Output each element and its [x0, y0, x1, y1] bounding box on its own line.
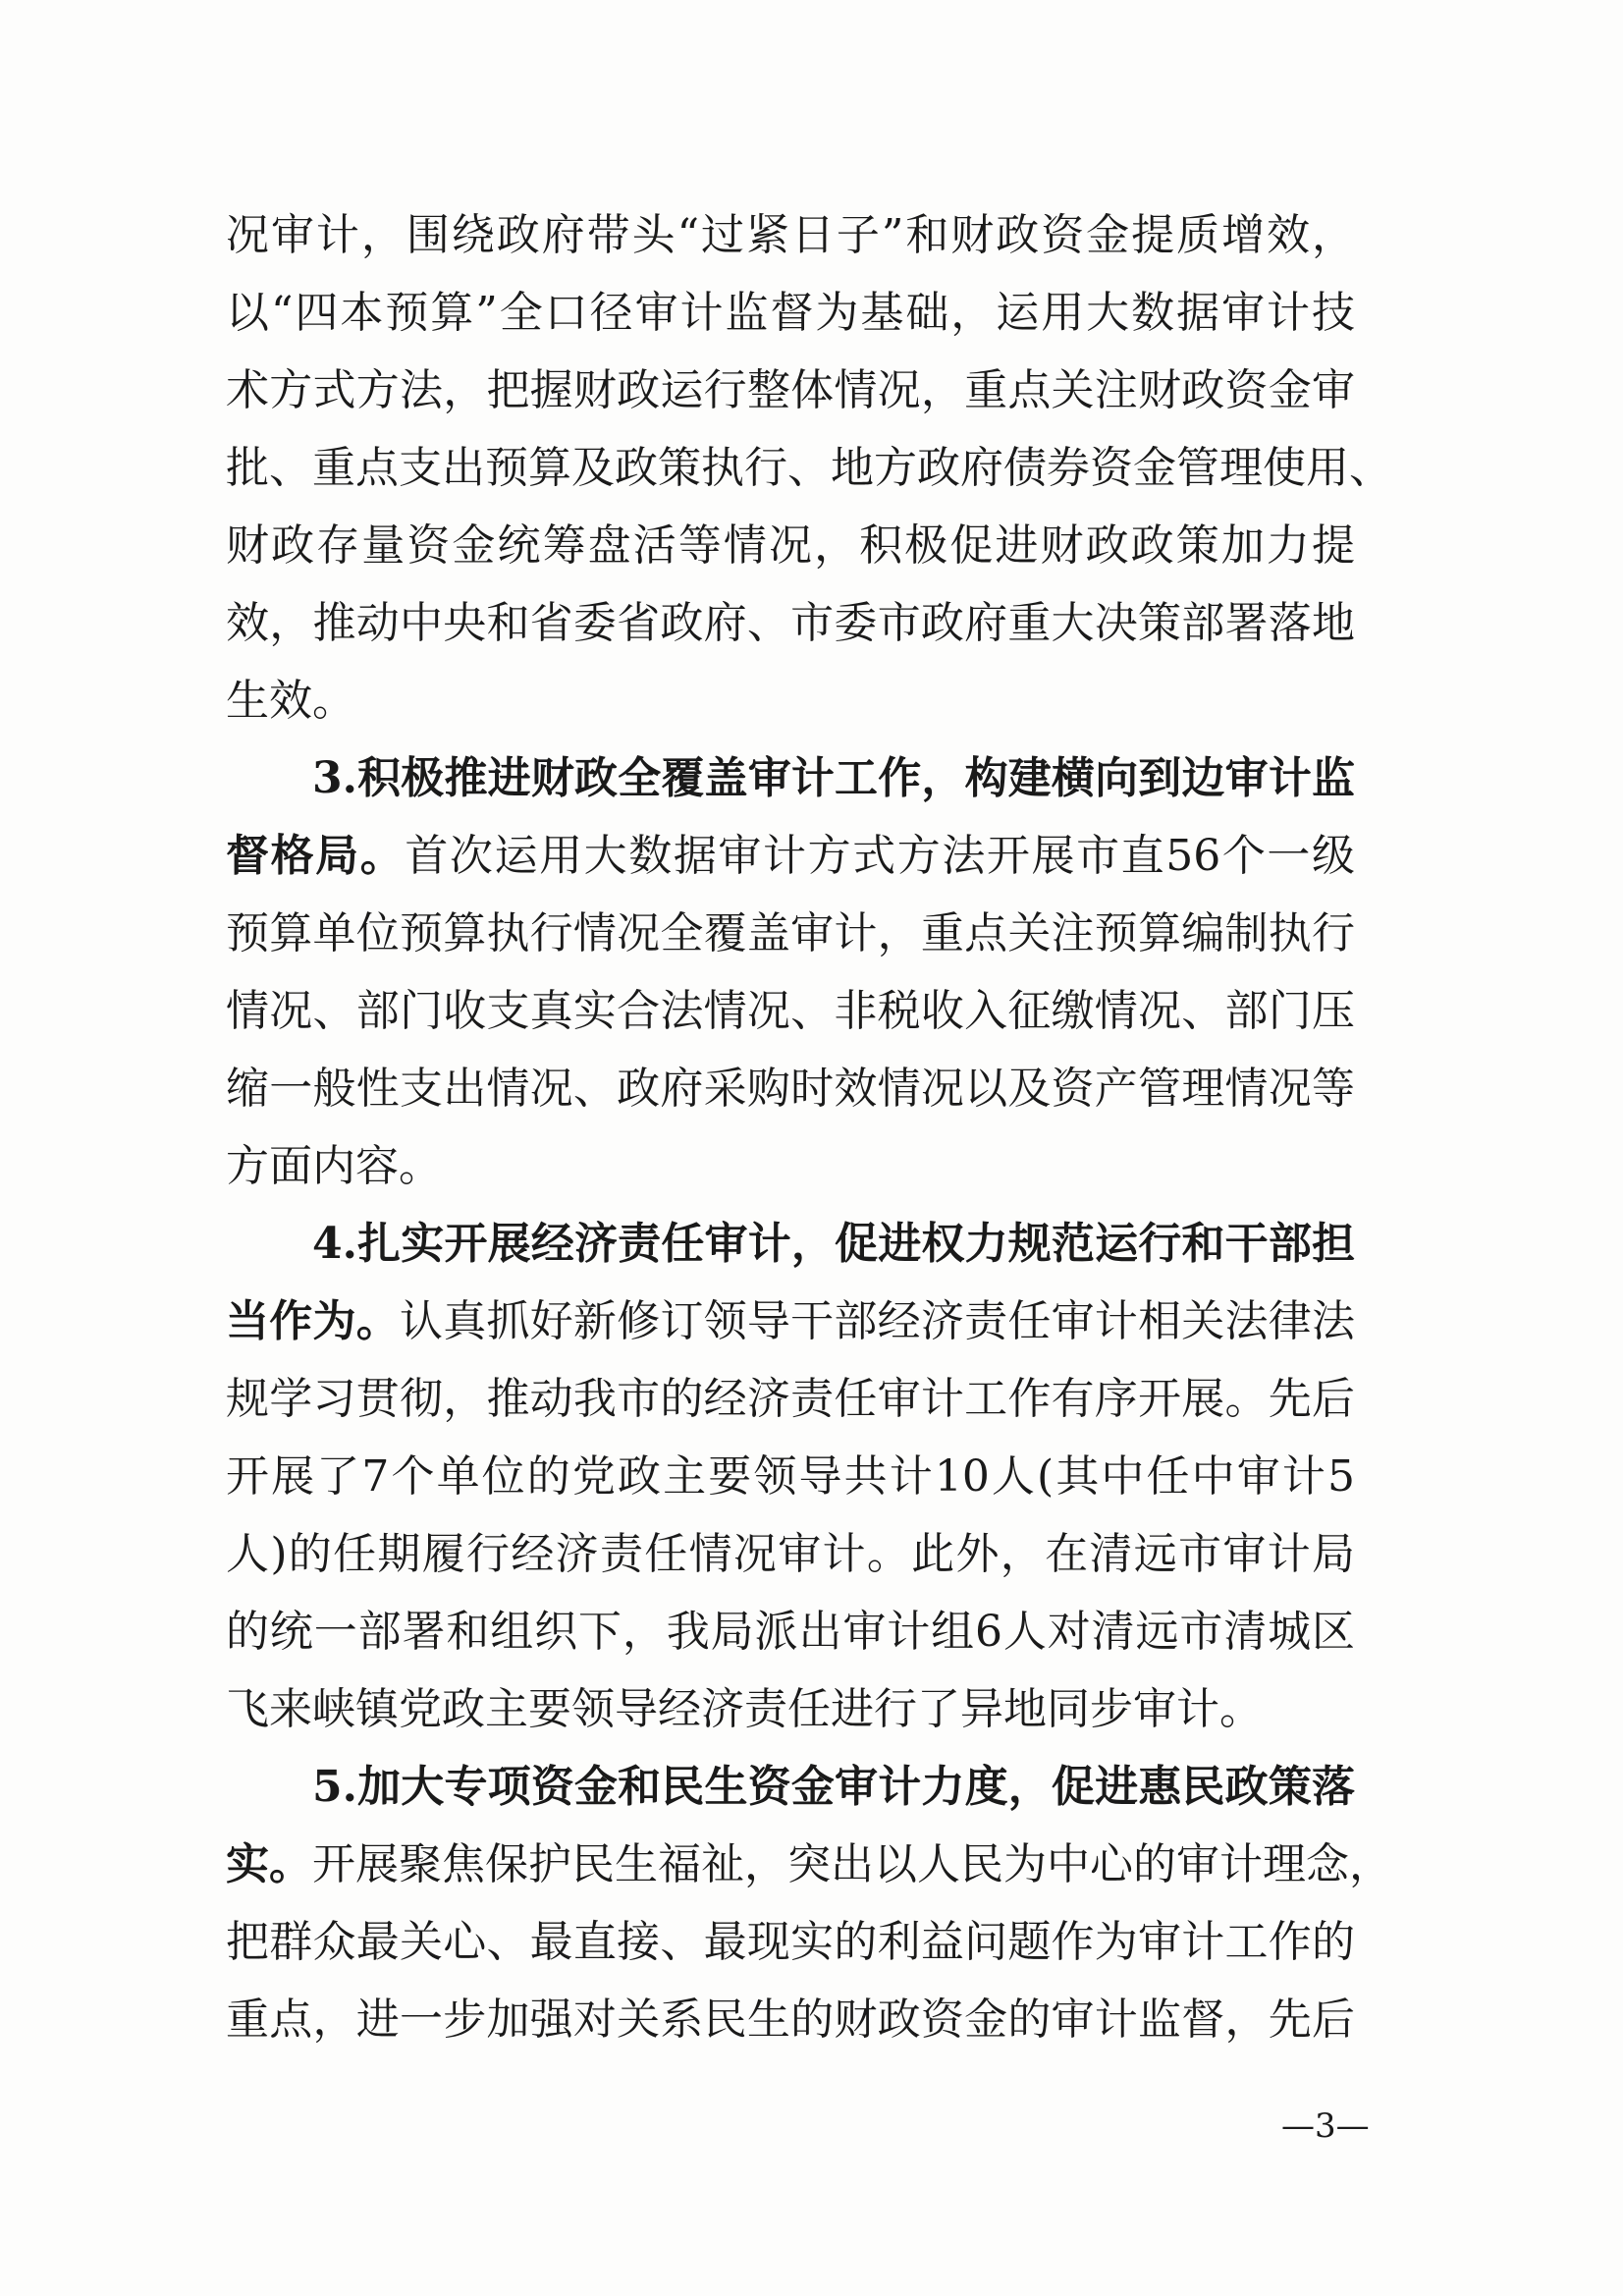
section-heading: 督格局。: [226, 831, 406, 881]
body-text: [226, 196, 1392, 2058]
text-line: 术方式方法，把握财政运行整体情况，重点关注财政资金审: [226, 365, 1355, 415]
text-line: 况审计，围绕政府带头“过紧日子”和财政资金提质增效，: [226, 210, 1355, 260]
text-line: [226, 739, 1355, 817]
text-line: 批、重点支出预算及政策执行、地方政府债券资金管理使用、: [226, 443, 1392, 493]
section-heading: 5.加大专项资金和民生资金审计力度，促进惠民政策落: [312, 1762, 1355, 1812]
section-heading: 4.扎实开展经济责任审计，促进权力规范运行和干部担: [312, 1219, 1355, 1269]
text-line: [226, 1748, 1355, 1826]
section-heading: 3.积极推进财政全覆盖审计工作，构建横向到边审计监: [312, 753, 1355, 803]
section-heading: 实。: [226, 1839, 312, 1889]
text-line: 飞来峡镇党政主要领导经济责任进行了异地同步审计。: [226, 1684, 1263, 1734]
text-line: 开展了7个单位的党政主要领导共计10人(其中任中审计5: [226, 1451, 1355, 1502]
text-line: 规学习贯彻，推动我市的经济责任审计工作有序开展。先后: [226, 1374, 1355, 1424]
text-line: 预算单位预算执行情况全覆盖审计，重点关注预算编制执行: [226, 908, 1355, 958]
section-heading: 当作为。: [226, 1296, 400, 1346]
text-line: 缩一般性支出情况、政府采购时效情况以及资产管理情况等: [226, 1064, 1355, 1114]
text-line: 方面内容。: [226, 1141, 442, 1191]
text-line: 情况、部门收支真实合法情况、非税收入征缴情况、部门压: [226, 986, 1355, 1036]
text-line: 重点，进一步加强对关系民生的财政资金的审计监督，先后: [226, 1995, 1355, 2045]
text-line: 当作为。认真抓好新修订领导干部经济责任审计相关法律法: [226, 1296, 1356, 1346]
text-line: 的统一部署和组织下，我局派出审计组6人对清远市清城区: [226, 1607, 1355, 1657]
text-line: 财政存量资金统筹盘活等情况，积极促进财政政策加力提: [226, 520, 1355, 571]
text-line: 效，推动中央和省委省政府、市委市政府重大决策部署落地: [226, 598, 1355, 648]
text-line: 生效。: [226, 676, 355, 726]
text-line: 人)的任期履行经济责任情况审计。此外，在清远市审计局: [226, 1529, 1355, 1579]
text-line: 督格局。首次运用大数据审计方式方法开展市直56个一级: [226, 831, 1355, 881]
text-line: [226, 1205, 1355, 1283]
page-number: —3—: [1281, 2106, 1370, 2146]
text-line: 实。开展聚焦保护民生福祉，突出以人民为中心的审计理念，: [226, 1839, 1392, 1889]
text-line: 以“四本预算”全口径审计监督为基础，运用大数据审计技: [226, 288, 1355, 338]
text-line: 把群众最关心、最直接、最现实的利益问题作为审计工作的: [226, 1917, 1355, 1967]
